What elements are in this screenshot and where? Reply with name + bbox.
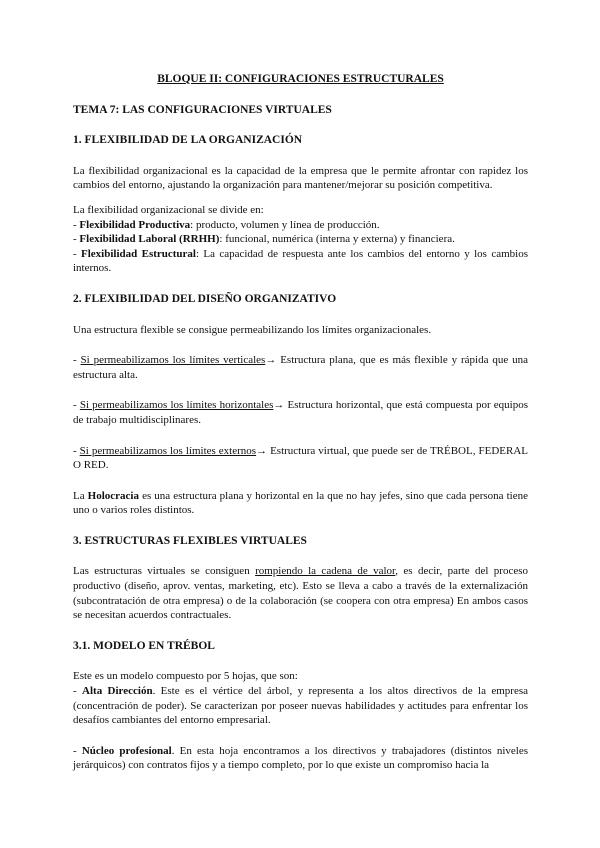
section-3-1-heading: 3.1. MODELO EN TRÉBOL	[73, 639, 215, 652]
section-3-paragraph: Las estructuras virtuales se consiguen rompiendo la cadena de valor, es decir, parte del proceso productivo (diseño, aprov. ventas, marketing, etc). Esto se lleva a cabo a través de la externalización (subcontratación de otra empresa) o de la colaboración (se coopera con otra empresa) En ambos casos se necesitan acuerdos contractuales.	[73, 565, 529, 622]
list-item: - Si permeabilizamos los límites horizontales→ Estructura horizontal, que está compuesta por equipos de trabajo multidisciplinares.	[73, 399, 528, 426]
block-title: BLOQUE II: CONFIGURACIONES ESTRUCTURALES	[157, 73, 444, 85]
list-item: - Si permeabilizamos los límites externos→ Estructura virtual, que puede ser de TRÉBOL, FEDERAL O RED.	[73, 444, 528, 472]
list-item: - Flexibilidad Productiva: producto, volumen y línea de producción.	[73, 218, 380, 231]
section-3-heading: 3. ESTRUCTURAS FLEXIBLES VIRTUALES	[73, 534, 307, 547]
document-page	[73, 72, 528, 773]
section-2-heading: 2. FLEXIBILIDAD DEL DISEÑO ORGANIZATIVO	[73, 292, 337, 305]
list-item: - Alta Dirección. Este es el vértice del árbol, y representa a los altos directivos de la empresa (concentración de poder). Se caracterizan por poseer nuevas habilidades y actitudes para enfrentar los desafíos cambiantes del entorno empresarial.	[73, 685, 528, 727]
holocracia-paragraph: La Holocracia es una estructura plana y horizontal en la que no hay jefes, sino que cada persona tiene uno o varios roles distintos.	[73, 489, 528, 517]
list-item: - Núcleo profesional. En esta hoja encontramos a los directivos y trabajadores (distintos niveles jerárquicos) con contratos fijos y a tiempo completo, por lo que existe un compromiso hacia la	[73, 744, 528, 772]
section-1-paragraph: La flexibilidad organizacional es la capacidad de la empresa que le permite afrontar con rapidez los cambios del entorno, ajustando la organización para mantener/mejorar su posición competitiva.	[73, 164, 528, 192]
list-item: - Si permeabilizamos los límites verticales→ Estructura plana, que es más flexible y rápida que una estructura alta.	[73, 354, 528, 381]
list-item: - Flexibilidad Estructural: La capacidad de respuesta ante los cambios del entorno y los cambios internos.	[73, 247, 528, 275]
list-item: - Flexibilidad Laboral (RRHH): funcional, numérica (interna y externa) y financiera.	[73, 233, 455, 246]
tema-title: TEMA 7: LAS CONFIGURACIONES VIRTUALES	[73, 103, 332, 116]
section-2-paragraph: Una estructura flexible se consigue permeabilizando los límites organizacionales.	[73, 323, 432, 336]
section-1-intro: La flexibilidad organizacional se divide en:	[73, 203, 264, 216]
section-3-1-intro: Este es un modelo compuesto por 5 hojas, que son:	[73, 670, 298, 683]
section-1-heading: 1. FLEXIBILIDAD DE LA ORGANIZACIÓN	[73, 134, 303, 147]
